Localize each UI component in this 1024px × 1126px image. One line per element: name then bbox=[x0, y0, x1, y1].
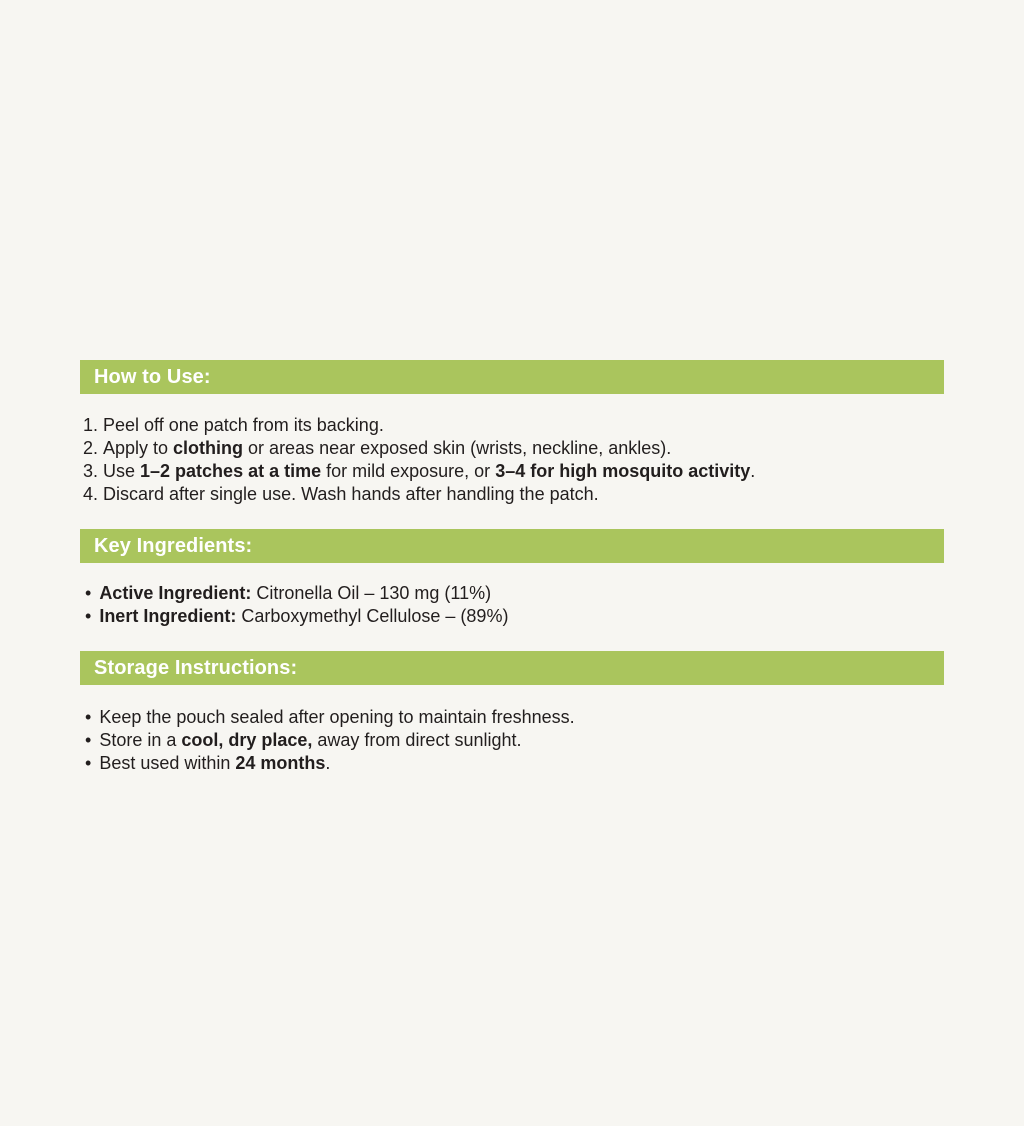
list-item-text-bold: 3–4 for high mosquito activity bbox=[495, 461, 751, 481]
section-header-how-to-use bbox=[80, 360, 944, 394]
list-item-text-bold: clothing bbox=[173, 438, 244, 458]
list-item-text: Best used within bbox=[99, 753, 236, 773]
list-item-text: . bbox=[750, 461, 756, 481]
section-key-ingredients bbox=[80, 529, 944, 628]
section-storage-instructions bbox=[80, 651, 944, 775]
list-item-text: . bbox=[325, 753, 331, 773]
section-title-storage-instructions: Storage Instructions: bbox=[94, 656, 298, 679]
key-ingredients-list bbox=[80, 582, 944, 628]
list-item-text: Store in a bbox=[99, 730, 182, 750]
list-item-text-bold: 24 months bbox=[235, 753, 326, 773]
how-to-use-list bbox=[80, 414, 944, 506]
section-how-to-use bbox=[80, 360, 944, 506]
list-item-text: Apply to bbox=[103, 438, 174, 458]
list-item-text: Citronella Oil – 130 mg (11%) bbox=[251, 583, 492, 603]
product-info-panel bbox=[80, 360, 944, 775]
section-title-key-ingredients: Key Ingredients: bbox=[94, 534, 253, 557]
list-item bbox=[103, 437, 944, 460]
section-header-key-ingredients bbox=[80, 529, 944, 563]
list-item-text: for mild exposure, or bbox=[321, 461, 496, 481]
list-item-text-bold: 1–2 patches at a time bbox=[140, 461, 322, 481]
list-item-text: away from direct sunlight. bbox=[312, 730, 522, 750]
list-item bbox=[103, 414, 944, 437]
list-item-text-bold: Active Ingredient: bbox=[99, 583, 252, 603]
list-item-text: Peel off one patch from its backing. bbox=[103, 415, 384, 435]
list-item-text-bold: cool, dry place, bbox=[181, 730, 313, 750]
list-item-text: Keep the pouch sealed after opening to maintain freshness. bbox=[99, 707, 575, 727]
list-item bbox=[85, 752, 944, 775]
list-item bbox=[103, 460, 944, 483]
list-item bbox=[85, 729, 944, 752]
list-item bbox=[85, 706, 944, 729]
list-item-text: Use bbox=[103, 461, 141, 481]
list-item bbox=[103, 483, 944, 506]
list-item-text: Discard after single use. Wash hands after handling the patch. bbox=[103, 484, 599, 504]
list-item-text: or areas near exposed skin (wrists, neckline, ankles). bbox=[243, 438, 672, 458]
section-title-how-to-use: How to Use: bbox=[94, 365, 211, 388]
list-item bbox=[85, 605, 944, 628]
list-item-text-bold: Inert Ingredient: bbox=[99, 606, 237, 626]
list-item bbox=[85, 582, 944, 605]
storage-instructions-list bbox=[80, 706, 944, 775]
section-header-storage-instructions bbox=[80, 651, 944, 685]
list-item-text: Carboxymethyl Cellulose – (89%) bbox=[236, 606, 509, 626]
